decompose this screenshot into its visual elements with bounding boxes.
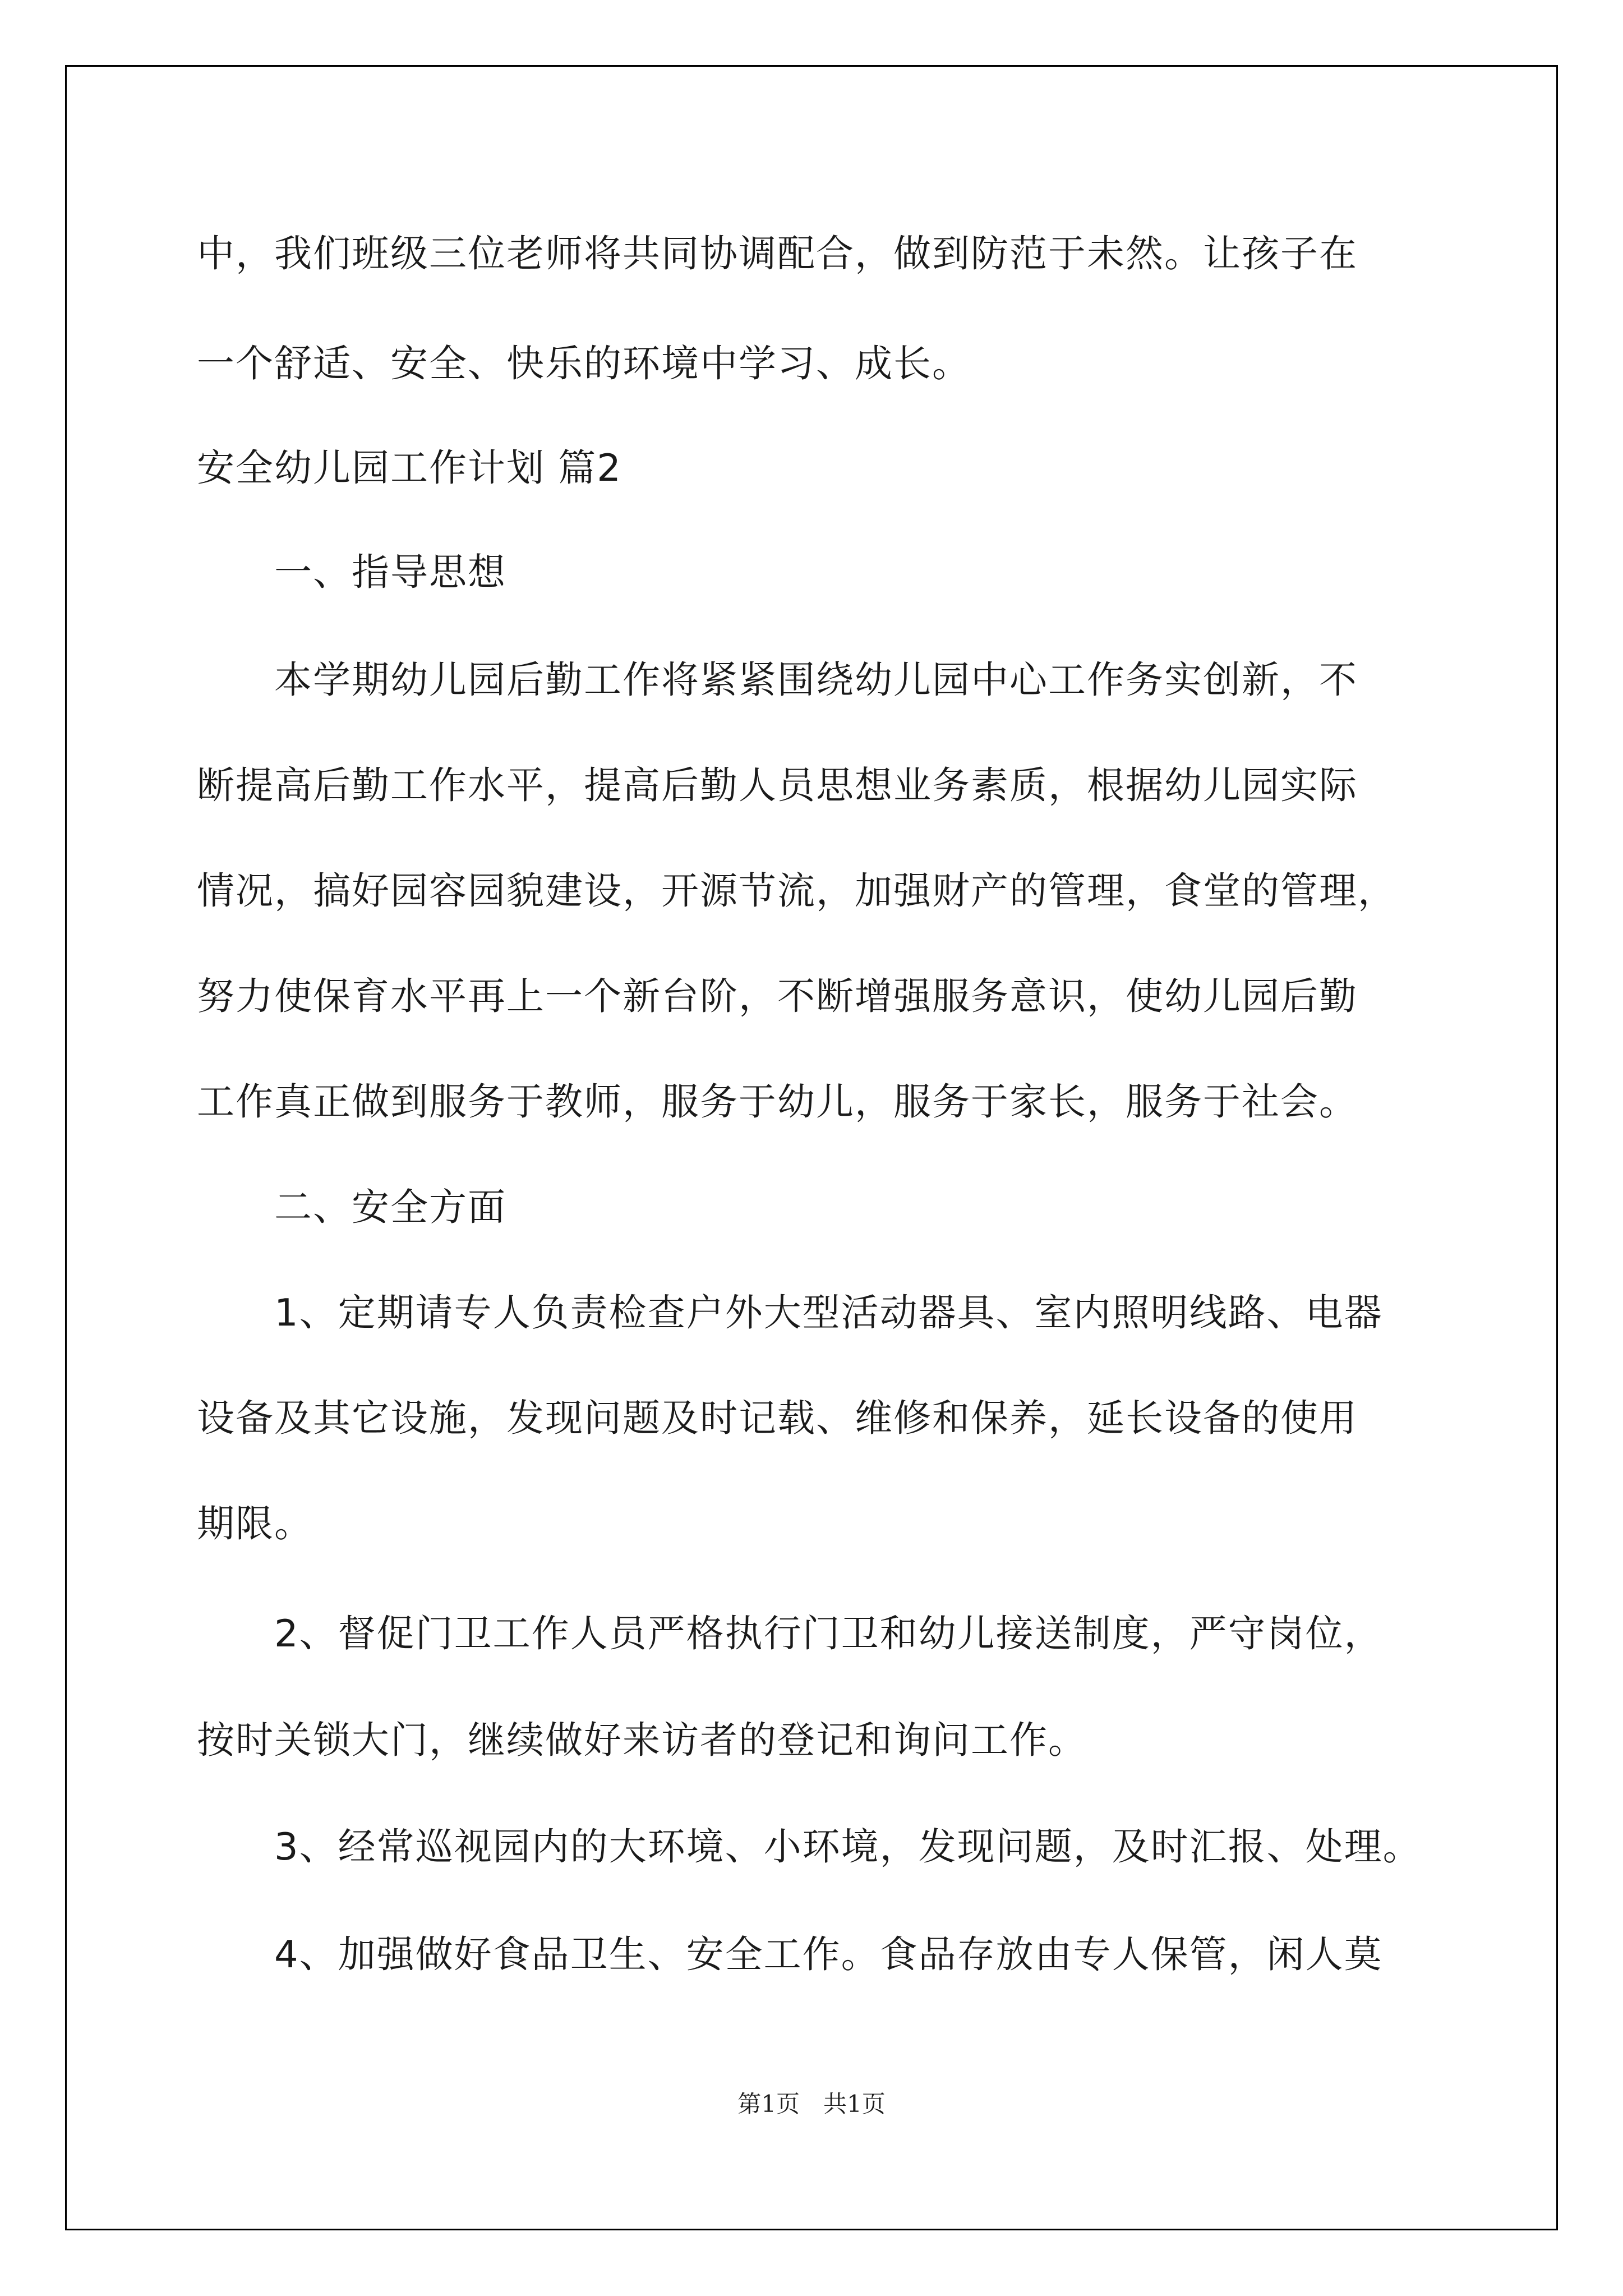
page-number: 第1页 共1页	[737, 2090, 886, 2118]
section-heading: 安全幼儿园工作计划 篇2	[197, 446, 622, 490]
text-line: 一个舒适、安全、快乐的环境中学习、成长。	[197, 342, 971, 385]
page-border	[65, 65, 1558, 2230]
text-line: 本学期幼儿园后勤工作将紧紧围绕幼儿园中心工作务实创新，不	[197, 658, 1358, 702]
text-line: 设备及其它设施，发现问题及时记载、维修和保养，延长设备的使用	[197, 1396, 1358, 1440]
text-line: 4、加强做好食品卫生、安全工作。食品存放由专人保管，闲人莫	[197, 1932, 1383, 1976]
text-line: 努力使保育水平再上一个新台阶，不断增强服务意识，使幼儿园后勤	[197, 974, 1358, 1018]
text-line: 情况，搞好园容园貌建设，开源节流，加强财产的管理，食堂的管理，	[197, 869, 1396, 913]
subheading: 一、指导思想	[197, 550, 506, 594]
text-line: 期限。	[197, 1502, 313, 1545]
text-line: 2、督促门卫工作人员严格执行门卫和幼儿接送制度，严守岗位，	[197, 1612, 1383, 1655]
text-line: 断提高后勤工作水平，提高后勤人员思想业务素质，根据幼儿园实际	[197, 763, 1358, 807]
text-line: 工作真正做到服务于教师，服务于幼儿，服务于家长，服务于社会。	[197, 1080, 1358, 1124]
text-line: 按时关锁大门，继续做好来访者的登记和询问工作。	[197, 1718, 1087, 1762]
subheading: 二、安全方面	[197, 1185, 506, 1229]
text-line: 中，我们班级三位老师将共同协调配合，做到防范于未然。让孩子在	[197, 232, 1358, 275]
text-line: 1、定期请专人负责检查户外大型活动器具、室内照明线路、电器	[197, 1291, 1383, 1335]
text-line: 3、经常巡视园内的大环境、小环境，发现问题，及时汇报、处理。	[197, 1825, 1422, 1869]
